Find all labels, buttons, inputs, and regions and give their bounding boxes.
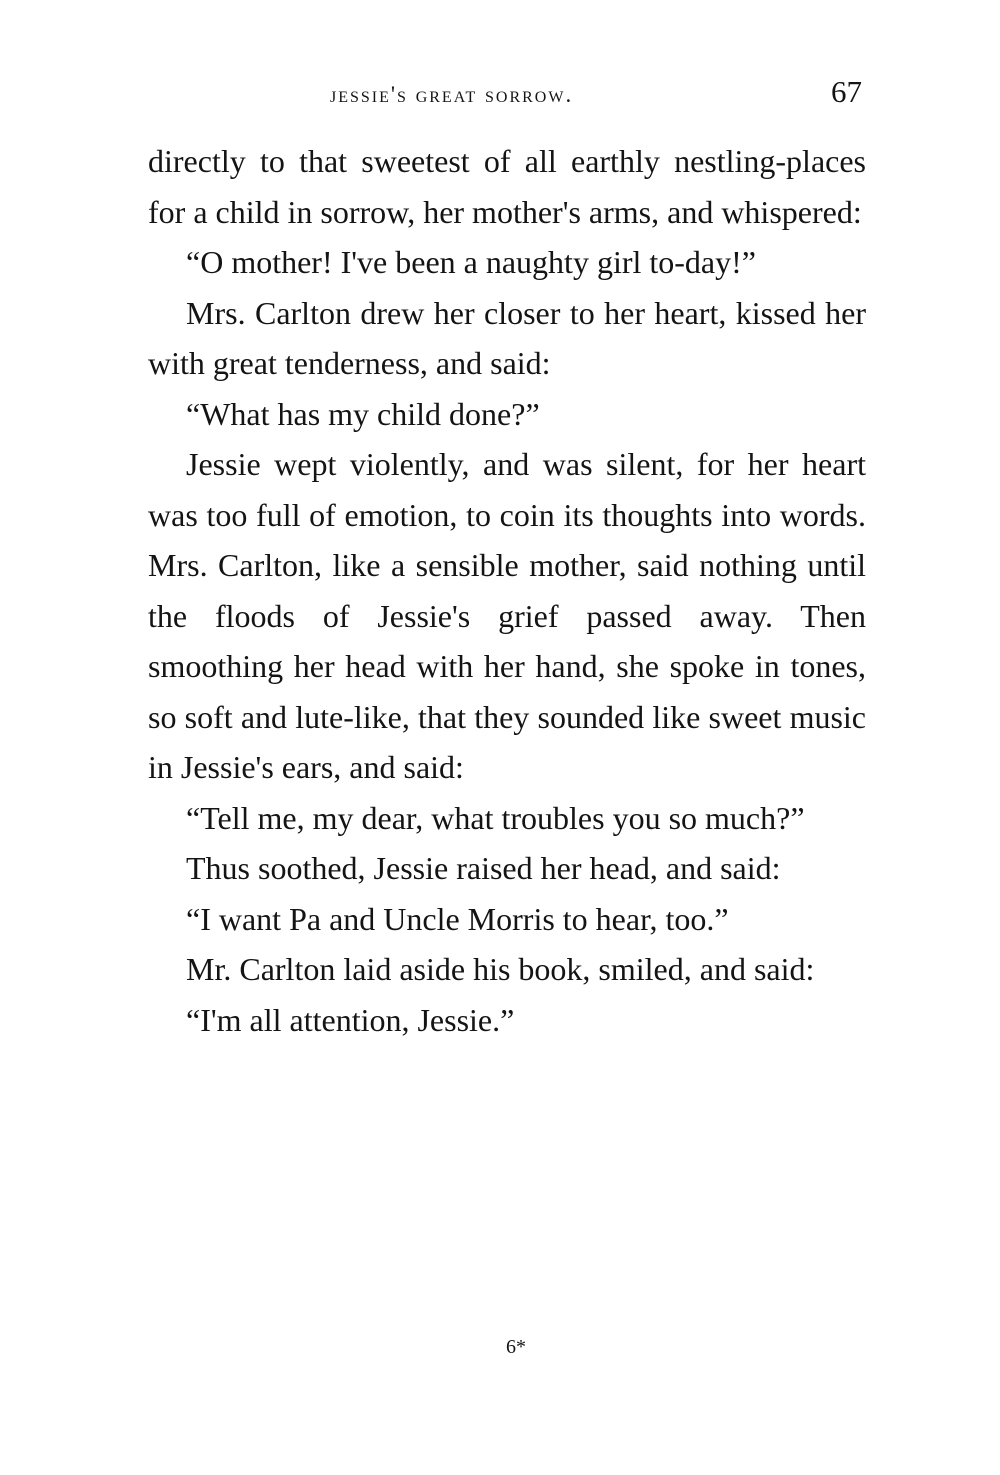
page-number: 67 (831, 74, 862, 109)
paragraph: “Tell me, my dear, what troubles you so much?” (186, 799, 805, 836)
body-text (148, 136, 866, 1045)
paragraph: “O mother! I've been a naughty girl to-day!” (186, 244, 756, 280)
paragraph: “I'm all attention, Jessie.” (186, 1001, 515, 1038)
paragraph: directly to that sweetest of all earthly nestling-places for a child in sorrow, her mother's arms, and whispered: (148, 143, 866, 230)
paragraph: “What has my child done?” (186, 395, 540, 432)
signature-mark: 6* (506, 1336, 526, 1358)
paragraph: Mr. Carlton laid aside his book, smiled, and said: (186, 951, 815, 987)
paragraph: Thus soothed, Jessie raised her head, and said: (186, 850, 781, 886)
running-title: jessie's great sorrow. (330, 82, 574, 107)
paragraph: Jessie wept violently, and was silent, for her heart was too full of emotion, to coin its thoughts into words. Mrs. Carlton, like a sensible mother, said nothing until the floods of Jessie's grief passed away. Then smoothing her head with her hand, she spoke in tones, so soft and lute-like, that they sounded like sweet music in Jessie's ears, and said: (148, 446, 866, 785)
running-head (148, 74, 866, 118)
paragraph: Mrs. Carlton drew her closer to her heart, kissed her with great tenderness, and said: (148, 294, 866, 381)
paragraph: “I want Pa and Uncle Morris to hear, too.” (186, 900, 729, 937)
